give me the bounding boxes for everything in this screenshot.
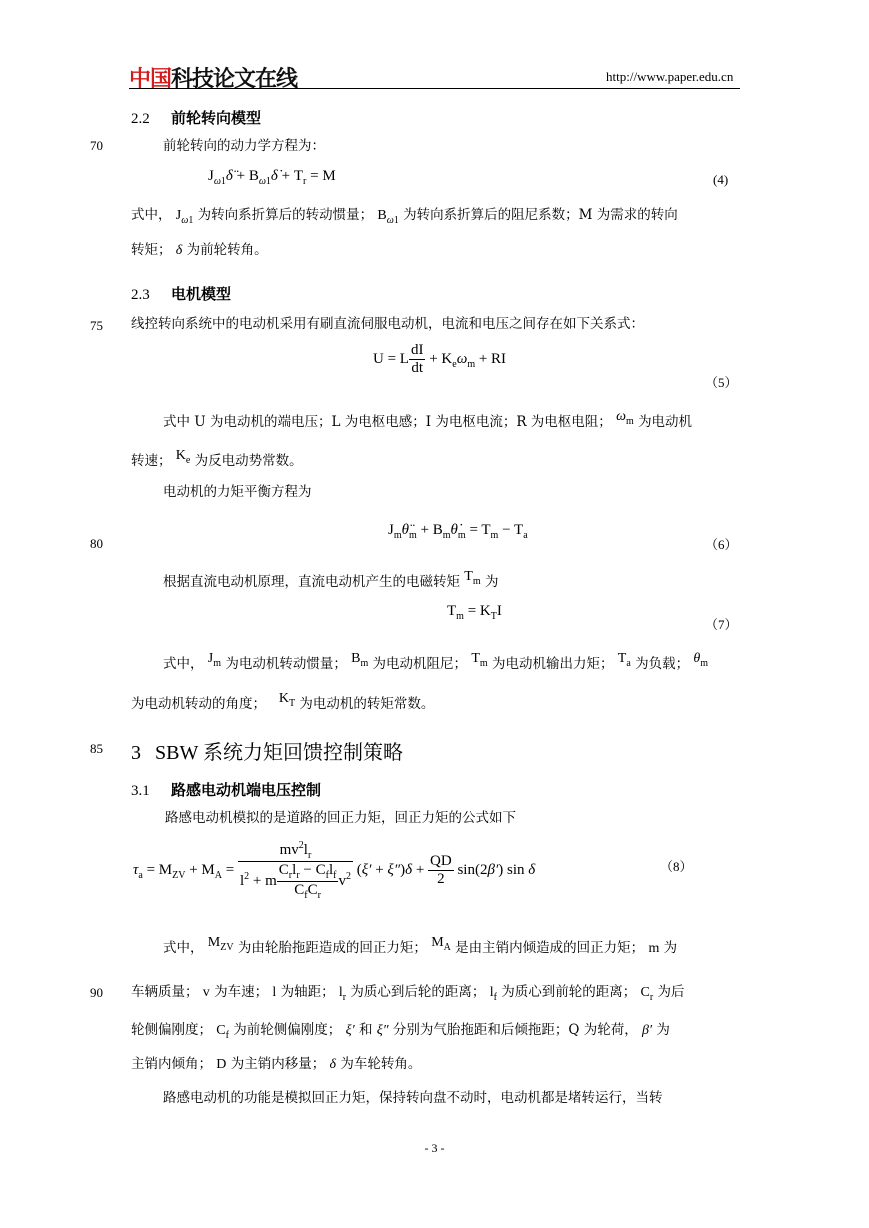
paragraph: 式中， $J_{\omega 1}$ 为转向系折算后的转动惯量； $B_{\omega 1}$ 为转向系折算后的阻尼系数；M 为需求的转向 [131, 207, 678, 226]
equation-6: $J_m\thetä_m$ + $B_m\thetȧ_m = T_m - T_a$ [388, 522, 528, 541]
paragraph: 转矩； δ 为前轮转角。 [131, 242, 268, 258]
header-url[interactable]: http://www.paper.edu.cn [606, 69, 734, 84]
paragraph: 式中 U 为电动机的端电压；L 为电枢电感；I 为电枢电流；R 为电枢电阻； $\omega_m$ 为电动机 [163, 409, 693, 430]
section-heading: 3.1 路感电动机端电压控制 [131, 781, 322, 799]
equation-7: $T_m = K_TI$ [447, 603, 502, 622]
section-heading: 2.3 电机模型 [131, 285, 232, 303]
paragraph: 为电动机转动的角度； $K_T$ 为电动机的转矩常数。 [131, 691, 435, 712]
paragraph: 前轮转向的动力学方程为： [163, 138, 325, 154]
paragraph: 路感电动机的功能是模拟回正力矩，保持转向盘不动时，电动机都是堵转运行，当转 [163, 1090, 663, 1106]
paragraph: 轮侧偏刚度； $C_f$ 为前轮侧偏刚度； ξ′ 和 ξ″ 分别为气胎拖距和后倾拖距；Q 为轮荷， β′ 为 [131, 1022, 670, 1041]
equation-4: $J_{\omega 1}\deltä$ + $B_{\omega 1}\deltȧ + T_r = M$ [208, 168, 336, 187]
chapter-heading: 3 SBW 系统力矩回馈控制策略 [131, 742, 403, 764]
equation-number: （7） [705, 617, 738, 632]
page-number: - 3 - [424, 1141, 445, 1155]
equation-5: U = L $\frac{dI}{dt}$ + $K_e\omega_m$ + RI [373, 342, 507, 376]
section-heading: 2.2 前轮转向模型 [131, 109, 262, 127]
line-number: 70 [90, 138, 103, 153]
paragraph: 主销内倾角； D 为主销内移量； δ 为车轮转角。 [131, 1056, 422, 1072]
paragraph: 根据直流电动机原理，直流电动机产生的电磁转矩 $T_m$ 为 [163, 569, 499, 590]
equation-number: (4) [713, 172, 729, 187]
paragraph: 路感电动机模拟的是道路的回正力矩，回正力矩的公式如下 [165, 810, 516, 826]
paragraph: 线控转向系统中的电动机采用有刷直流伺服电动机，电流和电压之间存在如下关系式： [131, 316, 644, 332]
paragraph: 电动机的力矩平衡方程为 [163, 484, 312, 500]
equation-8: $\tau_a = M_{ZV} + M_A$ = $mv^2l_r$ $l^2 + m$ $\frac{C_rl_r - C_fl_f}{C_fC_r}$ $v^2$ (ξ′ + ξ″)δ + $\frac{QD}{2}$ sin(2β′) sin δ [133, 840, 536, 901]
equation-number: （6） [705, 537, 738, 552]
paragraph: 车辆质量； v 为车速； l 为轴距； $l_r$ 为质心到后轮的距离； $l_f$ 为质心到前轮的距离； $C_r$ 为后 [131, 984, 685, 1003]
line-number: 75 [90, 318, 103, 333]
line-number: 85 [90, 741, 103, 756]
equation-number: （5） [705, 375, 738, 390]
paragraph: 式中， $J_m$ 为电动机转动惯量； $B_m$ 为电动机阻尼； $T_m$ 为电动机输出力矩； $T_a$ 为负载； $\theta_m$ [163, 651, 709, 672]
equation-number: （8） [660, 859, 693, 874]
paragraph: 转速； $K_e$ 为反电动势常数。 [131, 448, 303, 469]
line-number: 90 [90, 985, 103, 1000]
paragraph: 式中， $M_{ZV}$ 为由轮胎拖距造成的回正力矩； $M_A$ 是由主销内倾造成的回正力矩； m 为 [163, 935, 678, 956]
site-logo: 中国科技论文在线 [129, 67, 298, 92]
line-number: 80 [90, 536, 103, 551]
header-rule [129, 88, 740, 89]
